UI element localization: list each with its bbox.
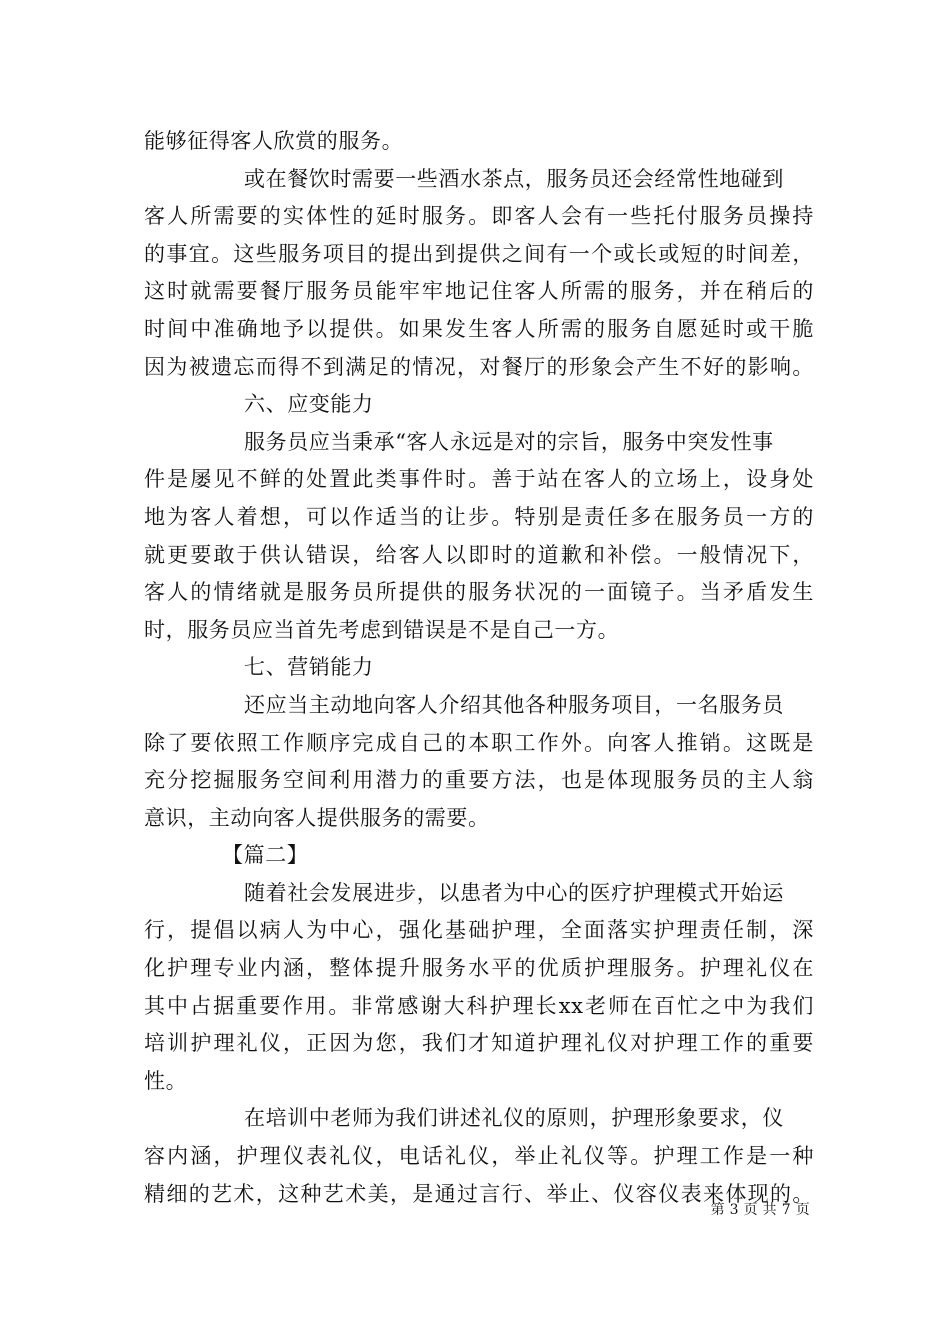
- text-line: 其中占据重要作用。非常感谢大科护理长xx老师在百忙之中为我们: [144, 993, 814, 1018]
- text-line: 六、应变能力: [244, 392, 374, 417]
- document-body: [144, 123, 814, 1213]
- text-line: 这时就需要餐厅服务员能牢牢地记住客人所需的服务，并在稍后的: [144, 279, 814, 304]
- text-line: 就更要敢于供认错误，给客人以即时的道歉和补偿。一般情况下，: [144, 542, 814, 567]
- text-line: 时，服务员应当首先考虑到错误是不是自己一方。: [144, 617, 620, 642]
- page-footer: 第 3 页 共 7 页: [710, 1202, 810, 1218]
- text-line: 除了要依照工作顺序完成自己的本职工作外。向客人推销。这既是: [144, 730, 814, 755]
- text-line: 能够征得客人欣赏的服务。: [144, 129, 404, 153]
- text-line: 时间中准确地予以提供。如果发生客人所需的服务自愿延时或干脆: [144, 316, 814, 341]
- text-line: 七、营销能力: [244, 655, 374, 680]
- text-line: 服务员应当秉承“客人永远是对的宗旨，服务中突发性事: [244, 429, 774, 454]
- text-line: 客人的情绪就是服务员所提供的服务状况的一面镜子。当矛盾发生: [144, 580, 814, 605]
- text-line: 件是屡见不鲜的处置此类事件时。善于站在客人的立场上，设身处: [144, 467, 814, 492]
- text-line: 化护理专业内涵，整体提升服务水平的优质护理服务。护理礼仪在: [144, 956, 814, 981]
- text-line: 行，提倡以病人为中心，强化基础护理，全面落实护理责任制，深: [144, 918, 814, 943]
- text-line: 或在餐饮时需要一些酒水茶点，服务员还会经常性地碰到: [244, 166, 784, 191]
- text-line: 因为被遗忘而得不到满足的情况，对餐厅的形象会产生不好的影响。: [144, 354, 814, 379]
- text-line: 性。: [144, 1068, 188, 1093]
- text-line: 容内涵，护理仪表礼仪，电话礼仪，举止礼仪等。护理工作是一种: [144, 1144, 814, 1169]
- text-line: 的事宜。这些服务项目的提出到提供之间有一个或长或短的时间差，: [144, 241, 814, 266]
- text-line: 精细的艺术，这种艺术美，是通过言行、举止、仪容仪表来体现的。: [144, 1181, 814, 1206]
- text-line: 意识，主动向客人提供服务的需要。: [144, 805, 490, 830]
- text-line: 充分挖掘服务空间利用潜力的重要方法，也是体现服务员的主人翁: [144, 768, 814, 793]
- text-line: 还应当主动地向客人介绍其他各种服务项目，一名服务员: [244, 692, 784, 717]
- text-line: 地为客人着想，可以作适当的让步。特别是责任多在服务员一方的: [144, 504, 814, 529]
- text-line: 【篇二】: [222, 843, 309, 868]
- text-line: 培训护理礼仪，正因为您，我们才知道护理礼仪对护理工作的重要: [144, 1031, 814, 1056]
- text-line: 在培训中老师为我们讲述礼仪的原则，护理形象要求，仪: [244, 1106, 784, 1131]
- text-line: 随着社会发展进步，以患者为中心的医疗护理模式开始运: [244, 880, 784, 905]
- text-line: 客人所需要的实体性的延时服务。即客人会有一些托付服务员操持: [144, 204, 814, 229]
